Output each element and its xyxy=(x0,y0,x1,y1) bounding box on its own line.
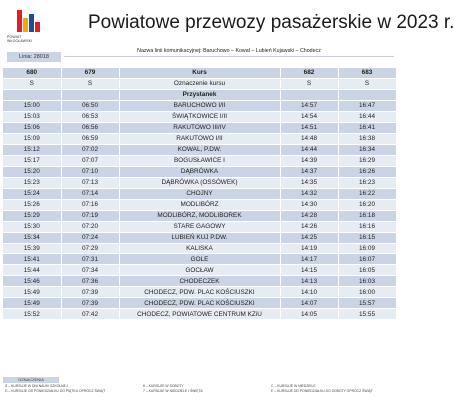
marking-679: S xyxy=(61,78,119,89)
table-row xyxy=(3,232,396,243)
dep-680: 15:30 xyxy=(3,221,61,232)
dep-680: 15:26 xyxy=(3,199,61,210)
dep-679: 07:24 xyxy=(61,232,119,243)
dep-680: 15:00 xyxy=(3,100,61,111)
dep-679: 07:14 xyxy=(61,188,119,199)
stop-name: KOWAL, P.DW. xyxy=(119,144,280,155)
route-name: Nazwa linii komunikacyjnej: Baruchowo – Kowal – Lubień Kujawski – Chodecz xyxy=(64,46,394,57)
dep-679: 07:10 xyxy=(61,166,119,177)
dep-682: 14:17 xyxy=(280,254,338,265)
dep-683: 16:07 xyxy=(338,254,396,265)
logo-bar-red xyxy=(17,10,22,32)
dep-683: 16:20 xyxy=(338,199,396,210)
course-marking-row xyxy=(3,78,396,89)
legend-item-s: S – KURSUJE W DNI NAUKI SZKOLNEJ xyxy=(5,384,68,388)
legend-item-e: E – KURSUJE OD PONIEDZIAŁKU DO SOBOTY OPRÓCZ ŚWIĄT xyxy=(271,389,373,393)
dep-679: 07:29 xyxy=(61,243,119,254)
stop-name: CHOJNY xyxy=(119,188,280,199)
stop-name: MODLIBÓRZ xyxy=(119,199,280,210)
dep-682: 14:32 xyxy=(280,188,338,199)
dep-682: 14:37 xyxy=(280,166,338,177)
dep-682: 14:13 xyxy=(280,276,338,287)
dep-682: 14:07 xyxy=(280,298,338,309)
table-row xyxy=(3,287,396,298)
dep-680: 15:24 xyxy=(3,188,61,199)
dep-680: 15:23 xyxy=(3,177,61,188)
dep-679: 07:16 xyxy=(61,199,119,210)
stop-name: KALISKA xyxy=(119,243,280,254)
dep-679: 07:31 xyxy=(61,254,119,265)
marking-680: S xyxy=(3,78,61,89)
dep-680: 15:29 xyxy=(3,210,61,221)
table-row xyxy=(3,166,396,177)
table-row xyxy=(3,309,396,320)
dep-679: 07:42 xyxy=(61,309,119,320)
logo-caption-line-1: POWIAT xyxy=(7,35,22,39)
table-row xyxy=(3,111,396,122)
dep-680: 15:09 xyxy=(3,133,61,144)
table-row xyxy=(3,265,396,276)
stop-name: GOLE xyxy=(119,254,280,265)
dep-683: 16:09 xyxy=(338,243,396,254)
legend-title: OZNACZENIA xyxy=(3,377,59,383)
line-number: Linia: 28018 xyxy=(7,52,61,62)
table-row xyxy=(3,254,396,265)
stop-name: CHODECZ, POWIATOWE CENTRUM KZiU xyxy=(119,309,280,320)
dep-683: 16:26 xyxy=(338,166,396,177)
dep-680: 15:20 xyxy=(3,166,61,177)
dep-682: 14:48 xyxy=(280,133,338,144)
dep-679: 07:07 xyxy=(61,155,119,166)
marking-682: S xyxy=(280,78,338,89)
table-row xyxy=(3,221,396,232)
dep-682: 14:51 xyxy=(280,122,338,133)
dep-683: 16:03 xyxy=(338,276,396,287)
stop-name: BARUCHOWO I/II xyxy=(119,100,280,111)
table-row xyxy=(3,177,396,188)
dep-682: 14:26 xyxy=(280,221,338,232)
timetable xyxy=(3,68,397,320)
legend-item-6: 6 – KURSUJE W SOBOTY xyxy=(143,384,184,388)
dep-679: 06:56 xyxy=(61,122,119,133)
course-number-row xyxy=(3,68,396,78)
table-row xyxy=(3,144,396,155)
table-row xyxy=(3,133,396,144)
dep-683: 16:34 xyxy=(338,144,396,155)
stop-name: ŚWIĄTKOWICE I/II xyxy=(119,111,280,122)
stop-header-spacer-1 xyxy=(3,89,61,100)
logo-bar-yellow xyxy=(23,18,28,32)
stop-header-spacer-3 xyxy=(280,89,338,100)
dep-679: 07:39 xyxy=(61,287,119,298)
stop-name: GOCŁAW xyxy=(119,265,280,276)
dep-682: 14:25 xyxy=(280,232,338,243)
kurs-label: Kurs xyxy=(119,68,280,78)
course-680: 680 xyxy=(3,68,61,78)
legend-item-7: 7 – KURSUJE W NIEDZIELE I ŚWIĘTA xyxy=(143,389,203,393)
dep-680: 15:41 xyxy=(3,254,61,265)
dep-683: 16:29 xyxy=(338,155,396,166)
stop-header-row xyxy=(3,89,396,100)
stop-header-label: Przystanek xyxy=(119,89,280,100)
dep-683: 16:23 xyxy=(338,177,396,188)
dep-683: 16:16 xyxy=(338,221,396,232)
course-682: 682 xyxy=(280,68,338,78)
dep-682: 14:15 xyxy=(280,265,338,276)
dep-680: 15:44 xyxy=(3,265,61,276)
dep-683: 16:44 xyxy=(338,111,396,122)
dep-682: 14:57 xyxy=(280,100,338,111)
stop-name: DĄBRÓWKA (OSSÓWEK) xyxy=(119,177,280,188)
stop-header-spacer-4 xyxy=(338,89,396,100)
dep-679: 07:39 xyxy=(61,298,119,309)
stop-name: RAKUTOWO III/IV xyxy=(119,122,280,133)
stop-name: MODLIBÓRZ, MODLIBOREK xyxy=(119,210,280,221)
dep-683: 15:57 xyxy=(338,298,396,309)
dep-680: 15:39 xyxy=(3,243,61,254)
dep-682: 14:44 xyxy=(280,144,338,155)
table-row xyxy=(3,122,396,133)
dep-680: 15:34 xyxy=(3,232,61,243)
logo-caption-line-2: WŁOCŁAWSKI xyxy=(7,39,33,44)
logo xyxy=(7,8,53,54)
table-row xyxy=(3,210,396,221)
dep-680: 15:49 xyxy=(3,287,61,298)
stop-name: CHODECZ, PDW. PLAC KOŚCIUSZKI xyxy=(119,287,280,298)
dep-682: 14:19 xyxy=(280,243,338,254)
table-row xyxy=(3,298,396,309)
dep-679: 07:19 xyxy=(61,210,119,221)
legend-item-c: C – KURSUJE W NIEDZIELE xyxy=(271,384,316,388)
dep-679: 07:02 xyxy=(61,144,119,155)
dep-682: 14:35 xyxy=(280,177,338,188)
stop-name: STARE GAGOWY xyxy=(119,221,280,232)
table-row xyxy=(3,276,396,287)
table-row xyxy=(3,199,396,210)
dep-683: 16:22 xyxy=(338,188,396,199)
dep-680: 15:46 xyxy=(3,276,61,287)
dep-679: 07:34 xyxy=(61,265,119,276)
dep-683: 16:47 xyxy=(338,100,396,111)
stop-name: CHODECZ, PDW. PLAC KOŚCIUSZKI xyxy=(119,298,280,309)
dep-683: 16:38 xyxy=(338,133,396,144)
course-683: 683 xyxy=(338,68,396,78)
stop-name: LUBIEŃ KUJ P.DW. xyxy=(119,232,280,243)
legend-item-d: D – KURSUJE OD PONIEDZIAŁKU DO PIĄTKU OPRÓCZ ŚWIĄT xyxy=(5,389,106,393)
table-row xyxy=(3,100,396,111)
dep-682: 14:30 xyxy=(280,199,338,210)
logo-bar-red-2 xyxy=(35,22,40,32)
table-row xyxy=(3,243,396,254)
dep-679: 06:53 xyxy=(61,111,119,122)
dep-679: 07:13 xyxy=(61,177,119,188)
dep-680: 15:52 xyxy=(3,309,61,320)
dep-683: 16:18 xyxy=(338,210,396,221)
dep-680: 15:06 xyxy=(3,122,61,133)
dep-680: 15:03 xyxy=(3,111,61,122)
dep-679: 06:50 xyxy=(61,100,119,111)
table-row xyxy=(3,155,396,166)
dep-682: 14:39 xyxy=(280,155,338,166)
stop-name: BOGUSŁAWICE I xyxy=(119,155,280,166)
dep-683: 16:15 xyxy=(338,232,396,243)
dep-680: 15:49 xyxy=(3,298,61,309)
logo-bar-blue xyxy=(29,14,34,32)
dep-682: 14:28 xyxy=(280,210,338,221)
dep-679: 07:36 xyxy=(61,276,119,287)
dep-679: 06:59 xyxy=(61,133,119,144)
dep-679: 07:20 xyxy=(61,221,119,232)
stop-name: DĄBRÓWKA xyxy=(119,166,280,177)
marking-683: S xyxy=(338,78,396,89)
dep-683: 15:55 xyxy=(338,309,396,320)
dep-682: 14:05 xyxy=(280,309,338,320)
stop-name: CHODECZEK xyxy=(119,276,280,287)
dep-683: 16:05 xyxy=(338,265,396,276)
stop-header-spacer-2 xyxy=(61,89,119,100)
stop-name: RAKUTOWO I/II xyxy=(119,133,280,144)
dep-683: 16:41 xyxy=(338,122,396,133)
marking-label: Oznaczenie kursu xyxy=(119,78,280,89)
dep-680: 15:17 xyxy=(3,155,61,166)
course-679: 679 xyxy=(61,68,119,78)
logo-caption xyxy=(7,35,53,43)
dep-680: 15:12 xyxy=(3,144,61,155)
table-row xyxy=(3,188,396,199)
dep-682: 14:10 xyxy=(280,287,338,298)
powiat-logo-icon xyxy=(17,10,39,32)
page-title: Powiatowe przewozy pasażerskie w 2023 r. xyxy=(88,12,454,33)
dep-683: 16:00 xyxy=(338,287,396,298)
dep-682: 14:54 xyxy=(280,111,338,122)
